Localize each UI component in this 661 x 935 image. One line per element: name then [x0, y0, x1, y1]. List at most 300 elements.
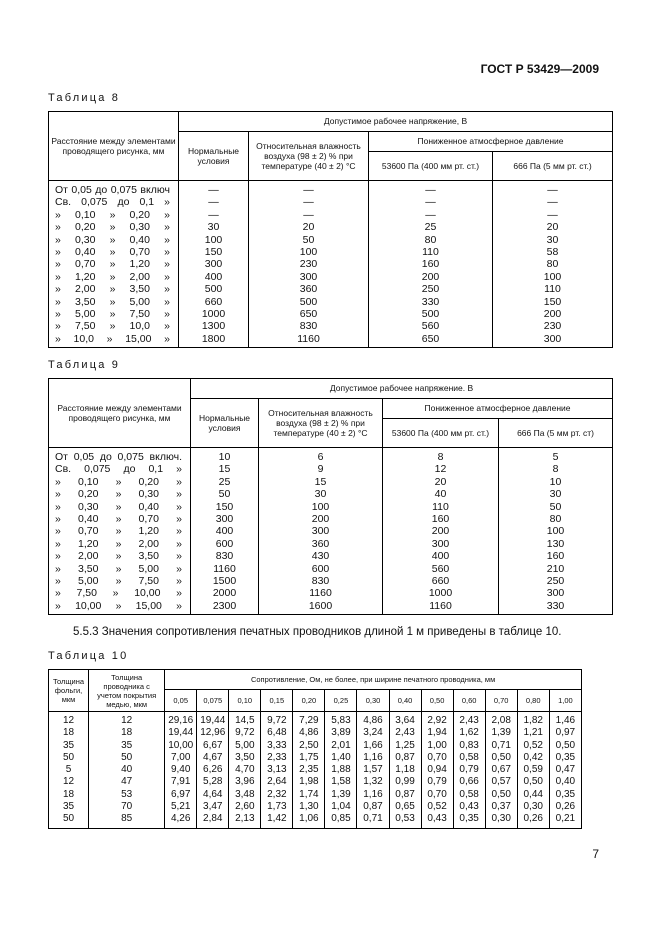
distance-part: 0,075	[110, 184, 137, 196]
voltage-value: 50	[191, 488, 259, 500]
resistance-value: 3,47	[197, 801, 229, 813]
distance-part: 0,40	[77, 513, 99, 526]
distance-part: »	[164, 196, 170, 209]
table8-row	[49, 221, 613, 233]
distance-part: 0,40	[138, 500, 159, 513]
table9-row	[49, 476, 613, 488]
resistance-value: 4,26	[165, 813, 197, 828]
conductor-thickness: 12	[89, 712, 165, 728]
voltage-value: 8	[383, 448, 499, 464]
table10-header-width: 0,60	[453, 690, 485, 712]
distance-part: »	[109, 221, 116, 234]
table10-row	[49, 776, 582, 788]
table8-row	[49, 246, 613, 258]
distance-part: 3,50	[74, 295, 96, 308]
table9-row	[49, 550, 613, 562]
distance-part: 2,00	[77, 550, 99, 563]
distance-part: »	[55, 308, 61, 321]
resistance-value: 1,00	[421, 740, 453, 752]
resistance-value: 0,65	[389, 801, 421, 813]
voltage-value: 1160	[259, 587, 383, 599]
distance-part: »	[55, 513, 61, 526]
table10-header-width: 0,30	[357, 690, 389, 712]
distance-part: »	[55, 270, 61, 283]
voltage-value: 150	[179, 246, 249, 258]
distance-part: »	[109, 320, 116, 333]
voltage-value: 300	[383, 538, 499, 550]
voltage-value: 50	[499, 501, 613, 513]
resistance-value: 1,39	[485, 727, 517, 739]
table10-header-resistance: Сопротивление, Ом, не более, при ширине печатного проводника, мм	[165, 670, 582, 690]
distance-part: 10,0	[73, 332, 94, 345]
resistance-value: 0,26	[517, 813, 549, 828]
distance-part: 7,50	[129, 308, 150, 321]
table9-header-reduced-pressure: Пониженное атмосферное давление	[383, 399, 613, 419]
distance-part: »	[115, 537, 122, 550]
table8-row	[49, 308, 613, 320]
distance-cell	[49, 538, 191, 550]
voltage-value: 160	[383, 513, 499, 525]
voltage-value: 200	[493, 308, 613, 320]
voltage-value: 200	[383, 525, 499, 537]
distance-range	[49, 184, 178, 196]
resistance-value: 3,64	[389, 712, 421, 728]
resistance-value: 2,50	[293, 740, 325, 752]
distance-part: 3,50	[129, 283, 150, 296]
distance-part: »	[164, 332, 170, 345]
resistance-value: 3,48	[229, 789, 261, 801]
table9	[48, 378, 613, 615]
voltage-value: 430	[259, 550, 383, 562]
resistance-value: 1,73	[261, 801, 293, 813]
voltage-value: —	[249, 181, 369, 197]
resistance-value: 4,64	[197, 789, 229, 801]
voltage-value: 9	[259, 463, 383, 475]
distance-part: »	[176, 599, 182, 612]
conductor-thickness: 50	[89, 752, 165, 764]
resistance-value: 7,91	[165, 776, 197, 788]
resistance-value: 2,35	[293, 764, 325, 776]
distance-range	[49, 271, 178, 283]
resistance-value: 2,43	[453, 712, 485, 728]
table8-row	[49, 320, 613, 332]
voltage-value: 80	[499, 513, 613, 525]
table8-header-humidity: Относительная влажность воздуха (98 ± 2) % при температуре (40 ± 2) °С	[249, 132, 369, 181]
distance-part: »	[55, 587, 61, 600]
resistance-value: 0,94	[421, 764, 453, 776]
voltage-value: 30	[499, 488, 613, 500]
resistance-value: 0,87	[389, 789, 421, 801]
resistance-value: 6,97	[165, 789, 197, 801]
resistance-value: 0,79	[453, 764, 485, 776]
resistance-value: 7,29	[293, 712, 325, 728]
distance-part: »	[55, 258, 61, 271]
distance-part: 0,30	[138, 488, 159, 501]
voltage-value: 400	[191, 525, 259, 537]
resistance-value: 0,52	[421, 801, 453, 813]
resistance-value: 1,62	[453, 727, 485, 739]
resistance-value: 5,21	[165, 801, 197, 813]
foil-thickness: 5	[49, 764, 89, 776]
distance-cell	[49, 550, 191, 562]
voltage-value: 30	[259, 488, 383, 500]
resistance-value: 1,18	[389, 764, 421, 776]
voltage-value: 650	[369, 333, 493, 348]
distance-part: »	[55, 575, 61, 588]
distance-part: 3,50	[77, 562, 99, 575]
voltage-value: 100	[179, 234, 249, 246]
conductor-thickness: 53	[89, 789, 165, 801]
distance-part: 0,70	[138, 513, 159, 526]
table8-row	[49, 271, 613, 283]
table10-row	[49, 727, 582, 739]
distance-range	[49, 246, 178, 258]
resistance-value: 0,50	[517, 776, 549, 788]
distance-part: »	[176, 513, 182, 526]
table9-body	[49, 448, 613, 615]
distance-part: »	[55, 320, 61, 333]
resistance-value: 2,84	[197, 813, 229, 828]
distance-range	[49, 488, 190, 500]
distance-part: до	[117, 196, 130, 209]
voltage-value: 500	[369, 308, 493, 320]
distance-range	[49, 575, 190, 587]
table10-row	[49, 813, 582, 828]
foil-thickness: 12	[49, 712, 89, 728]
distance-part: »	[176, 537, 182, 550]
resistance-value: 2,92	[421, 712, 453, 728]
table8-body	[49, 181, 613, 348]
foil-thickness: 35	[49, 801, 89, 813]
distance-part: 2,00	[74, 283, 96, 296]
resistance-value: 1,57	[357, 764, 389, 776]
voltage-value: 15	[259, 476, 383, 488]
resistance-value: 3,50	[229, 752, 261, 764]
distance-part: Св.	[55, 196, 72, 209]
distance-part: »	[164, 233, 170, 246]
distance-cell	[49, 463, 191, 475]
paragraph-5-5-3: 5.5.3 Значения сопротивления печатных проводников длиной 1 м приведены в таблице 10.	[73, 626, 562, 638]
voltage-value: 50	[249, 234, 369, 246]
voltage-value: 250	[369, 283, 493, 295]
table8-row	[49, 181, 613, 197]
voltage-value: —	[179, 209, 249, 221]
voltage-value: 830	[191, 550, 259, 562]
distance-part: 0,075	[117, 451, 144, 463]
distance-range	[49, 501, 190, 513]
distance-part: »	[55, 599, 61, 612]
table8-header-normal: Нормальные условия	[179, 132, 249, 181]
distance-part: »	[109, 295, 116, 308]
resistance-value: 2,33	[261, 752, 293, 764]
voltage-value: 1160	[383, 600, 499, 615]
resistance-value: 1,39	[325, 789, 357, 801]
voltage-value: 10	[499, 476, 613, 488]
resistance-value: 29,16	[165, 712, 197, 728]
resistance-value: 1,74	[293, 789, 325, 801]
voltage-value: 600	[191, 538, 259, 550]
distance-part: 0,05	[73, 451, 95, 463]
resistance-value: 1,42	[261, 813, 293, 828]
distance-part: »	[164, 295, 170, 308]
distance-range	[49, 234, 178, 246]
voltage-value: 100	[493, 271, 613, 283]
table9-row	[49, 563, 613, 575]
resistance-value: 1,06	[293, 813, 325, 828]
distance-cell	[49, 221, 179, 233]
voltage-value: 300	[493, 333, 613, 348]
table10-row	[49, 740, 582, 752]
distance-part: 0,70	[77, 525, 99, 538]
resistance-value: 1,58	[325, 776, 357, 788]
voltage-value: 15	[191, 463, 259, 475]
distance-part: 0,30	[129, 221, 150, 234]
resistance-value: 6,48	[261, 727, 293, 739]
distance-part: 2,00	[138, 537, 159, 550]
voltage-value: 80	[493, 258, 613, 270]
distance-part: 0,30	[77, 500, 99, 513]
voltage-value: 2300	[191, 600, 259, 615]
distance-part: »	[164, 270, 170, 283]
foil-thickness: 18	[49, 727, 89, 739]
distance-part: 7,50	[138, 575, 159, 588]
distance-part: 5,00	[129, 295, 150, 308]
resistance-value: 0,99	[389, 776, 421, 788]
voltage-value: 130	[499, 538, 613, 550]
distance-part: От	[55, 451, 68, 463]
distance-part: »	[176, 500, 182, 513]
distance-part: »	[164, 221, 170, 234]
resistance-value: 1,25	[389, 740, 421, 752]
voltage-value: 660	[383, 575, 499, 587]
voltage-value: 650	[249, 308, 369, 320]
distance-part: 0,40	[74, 246, 96, 259]
distance-cell	[49, 209, 179, 221]
voltage-value: 20	[249, 221, 369, 233]
resistance-value: 0,43	[453, 801, 485, 813]
distance-part: »	[112, 587, 119, 600]
voltage-value: 25	[369, 221, 493, 233]
distance-part: 10,0	[129, 320, 150, 333]
table10-header-conductor: Толщина проводника с учетом покрытия медью, мкм	[89, 670, 165, 712]
resistance-value: 3,33	[261, 740, 293, 752]
distance-cell	[49, 525, 191, 537]
table8-row	[49, 234, 613, 246]
foil-thickness: 50	[49, 813, 89, 828]
resistance-value: 0,40	[549, 776, 581, 788]
voltage-value: 100	[259, 501, 383, 513]
resistance-value: 2,60	[229, 801, 261, 813]
distance-range	[49, 563, 190, 575]
distance-range	[49, 550, 190, 562]
voltage-value: 110	[383, 501, 499, 513]
table9-row	[49, 448, 613, 464]
distance-part: »	[55, 295, 61, 308]
voltage-value: 300	[191, 513, 259, 525]
voltage-value: 250	[499, 575, 613, 587]
voltage-value: 200	[259, 513, 383, 525]
voltage-value: 1300	[179, 320, 249, 332]
distance-part: »	[55, 525, 61, 538]
distance-part: »	[106, 332, 113, 345]
table10-header-width: 0,10	[229, 690, 261, 712]
voltage-value: 830	[249, 320, 369, 332]
distance-part: »	[164, 320, 170, 333]
resistance-value: 1,40	[325, 752, 357, 764]
table9-header-666pa: 666 Па (5 мм рт. ст)	[499, 419, 613, 448]
distance-part: »	[55, 221, 61, 234]
resistance-value: 1,82	[517, 712, 549, 728]
distance-part: »	[109, 283, 116, 296]
voltage-value: 20	[493, 221, 613, 233]
voltage-value: 500	[249, 296, 369, 308]
resistance-value: 0,85	[325, 813, 357, 828]
foil-thickness: 35	[49, 740, 89, 752]
resistance-value: 0,59	[517, 764, 549, 776]
table9-row	[49, 513, 613, 525]
resistance-value: 4,67	[197, 752, 229, 764]
voltage-value: 560	[383, 563, 499, 575]
table10-header-width: 0,70	[485, 690, 517, 712]
voltage-value: 110	[369, 246, 493, 258]
resistance-value: 1,32	[357, 776, 389, 788]
resistance-value: 0,52	[517, 740, 549, 752]
resistance-value: 3,24	[357, 727, 389, 739]
distance-part: 1,20	[77, 537, 99, 550]
distance-part: 0,075	[84, 463, 111, 476]
table8-row	[49, 258, 613, 270]
distance-part: »	[55, 488, 61, 501]
table9-caption: Таблица 9	[48, 359, 121, 371]
distance-range	[49, 587, 190, 599]
distance-range	[49, 600, 190, 612]
document-id: ГОСТ Р 53429—2009	[480, 62, 599, 76]
voltage-value: —	[179, 181, 249, 197]
voltage-value: 160	[499, 550, 613, 562]
distance-cell	[49, 513, 191, 525]
distance-part: 5,00	[138, 562, 159, 575]
distance-cell	[49, 575, 191, 587]
voltage-value: 1000	[179, 308, 249, 320]
distance-part: »	[176, 550, 182, 563]
distance-part: 0,20	[138, 475, 159, 488]
table10-row	[49, 764, 582, 776]
voltage-value: 6	[259, 448, 383, 464]
distance-part: 0,075	[81, 196, 108, 209]
table8-header-reduced-pressure: Пониженное атмосферное давление	[369, 132, 613, 152]
voltage-value: 200	[369, 271, 493, 283]
table10-header-width: 0,25	[325, 690, 357, 712]
resistance-value: 0,87	[357, 801, 389, 813]
distance-part: »	[55, 332, 61, 345]
distance-range	[49, 221, 178, 233]
distance-part: »	[115, 562, 122, 575]
resistance-value: 7,00	[165, 752, 197, 764]
distance-cell	[49, 283, 179, 295]
resistance-value: 3,13	[261, 764, 293, 776]
voltage-value: —	[369, 209, 493, 221]
distance-range	[49, 296, 178, 308]
table10-header-foil: Толщина фольги, мкм	[49, 670, 89, 712]
resistance-value: 0,30	[517, 801, 549, 813]
resistance-value: 0,35	[549, 789, 581, 801]
distance-cell	[49, 501, 191, 513]
distance-part: 0,20	[129, 208, 150, 221]
distance-part: »	[164, 308, 170, 321]
distance-cell	[49, 246, 179, 258]
distance-part: 0,40	[129, 233, 150, 246]
distance-part: 0,30	[74, 233, 96, 246]
table8-header-53600pa: 53600 Па (400 мм рт. ст.)	[369, 152, 493, 181]
table9-row	[49, 501, 613, 513]
voltage-value: —	[493, 196, 613, 208]
distance-part: 0,1	[148, 463, 164, 476]
distance-cell	[49, 181, 179, 197]
voltage-value: 560	[369, 320, 493, 332]
voltage-value: —	[249, 196, 369, 208]
voltage-value: 300	[499, 587, 613, 599]
voltage-value: 1160	[191, 563, 259, 575]
foil-thickness: 18	[49, 789, 89, 801]
resistance-value: 9,40	[165, 764, 197, 776]
voltage-value: 600	[259, 563, 383, 575]
table9-header-normal: Нормальные условия	[191, 399, 259, 448]
resistance-value: 0,50	[485, 752, 517, 764]
voltage-value: —	[369, 181, 493, 197]
distance-cell	[49, 296, 179, 308]
distance-part: Св.	[55, 463, 72, 476]
voltage-value: 100	[499, 525, 613, 537]
table10-header-width: 0,20	[293, 690, 325, 712]
distance-range	[49, 451, 190, 463]
distance-cell	[49, 196, 179, 208]
resistance-value: 19,44	[197, 712, 229, 728]
voltage-value: 80	[369, 234, 493, 246]
distance-part: включ.	[149, 451, 182, 463]
resistance-value: 1,94	[421, 727, 453, 739]
voltage-value: 25	[191, 476, 259, 488]
table8-row	[49, 333, 613, 348]
distance-range	[49, 209, 178, 221]
distance-range	[49, 525, 190, 537]
distance-part: »	[55, 475, 61, 488]
resistance-value: 1,21	[517, 727, 549, 739]
resistance-value: 0,42	[517, 752, 549, 764]
conductor-thickness: 70	[89, 801, 165, 813]
table10-header-width: 0,15	[261, 690, 293, 712]
distance-part: 10,00	[75, 599, 102, 612]
distance-part: 0,05	[71, 184, 92, 196]
distance-part: »	[55, 500, 61, 513]
distance-part: до	[123, 463, 136, 476]
resistance-value: 2,43	[389, 727, 421, 739]
distance-part: »	[109, 270, 116, 283]
page-number: 7	[592, 847, 599, 861]
table9-header-distance: Расстояние между элементами проводящего рисунка, мм	[49, 379, 191, 448]
table9-header-humidity: Относительная влажность воздуха (98 ± 2) % при температуре (40 ± 2) °С	[259, 399, 383, 448]
voltage-value: —	[493, 209, 613, 221]
resistance-value: 0,35	[549, 752, 581, 764]
distance-cell	[49, 308, 179, 320]
voltage-value: 12	[383, 463, 499, 475]
voltage-value: 1160	[249, 333, 369, 348]
conductor-thickness: 47	[89, 776, 165, 788]
voltage-value: 2000	[191, 587, 259, 599]
table10	[48, 669, 582, 829]
resistance-value: 0,97	[549, 727, 581, 739]
table10-header-width: 0,40	[389, 690, 421, 712]
resistance-value: 14,5	[229, 712, 261, 728]
